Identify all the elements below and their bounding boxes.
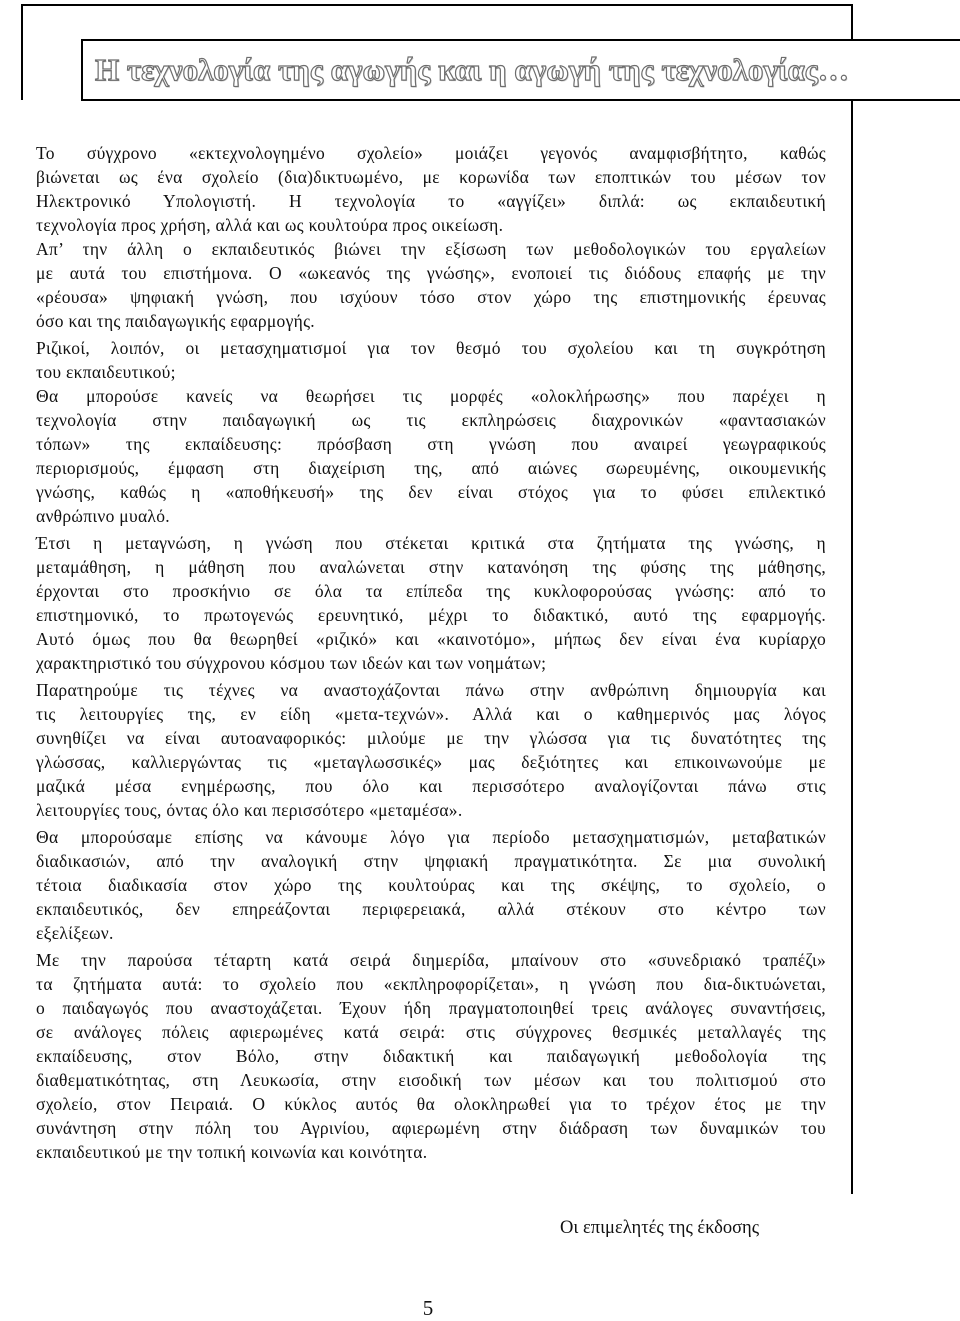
text-line: Έτσι η μεταγνώση, η γνώση που στέκεται κριτικά στα ζητήματα της γνώσης, η	[36, 533, 826, 553]
text-line: διαδικασιών, από την αναλογική στην ψηφιακή πραγματικότητα. Σε μια συνολική	[36, 851, 826, 871]
text-line: Αυτό όμως που θα θεωρηθεί «ριζικό» και «καινοτόμο», μήπως δεν είναι ένα κυρίαρχο	[36, 629, 826, 649]
text-line: περιορισμούς, έμφαση στη διαχείριση της, από αιώνες σωρευμένης, οικουμενικής	[36, 458, 826, 478]
paragraph	[36, 384, 826, 528]
text-line: σε ανάλογες πόλεις αφιερωμένες κατά σειρά: στις σύγχρονες θεσμικές μεταλλαγές της	[36, 1022, 826, 1042]
text-line: τέτοια διαδικασία στον χώρο της κουλτούρας και της σκέψης, το σχολείο, ο	[36, 875, 826, 895]
text-line: τις λειτουργίες της, εν είδη «μετα-τεχνών». Αλλά και ο καθημερινός μας λόγος	[36, 704, 826, 724]
text-line: διαθεματικότητας, στη Λευκωσία, στην εισοδική των μέσων και του πολιτισμού στο	[36, 1070, 826, 1090]
text-line: εξελίξεων.	[36, 923, 114, 943]
paragraph	[36, 336, 826, 384]
paragraph	[36, 237, 826, 333]
text-line: εκπαιδευτικού με την τοπική κοινωνία και κοινότητα.	[36, 1142, 428, 1162]
text-line: Με την παρούσα τέταρτη κατά σειρά διημερίδα, μπαίνουν στο «συνεδριακό τραπέζι»	[36, 950, 826, 970]
text-line: τεχνολογία προς χρήση, αλλά και ως κουλτούρα προς οικείωση.	[36, 215, 504, 235]
paragraph	[36, 531, 826, 675]
text-line: εκπαιδευτικός, δεν επηρεάζονται περιφερειακά, αλλά στέκουν στο κέντρο των	[36, 899, 826, 919]
text-line: Ριζικοί, λοιπόν, οι μετασχηματισμοί για τον θεσμό του σχολείου και τη συγκρότηση	[36, 338, 826, 358]
text-line: ο παιδαγωγός που αναστοχάζεται. Έχουν ήδη πραγματοποιηθεί τρεις ανάλογες συναντήσεις,	[36, 998, 826, 1018]
text-line: έρχονται στο προσκήνιο σε όλα τα επίπεδα της κυκλοφορούσας γνώσης: από το	[36, 581, 826, 601]
text-line: όσο και της παιδαγωγικής εφαρμογής.	[36, 311, 315, 331]
paragraph	[36, 825, 826, 945]
text-line: λειτουργίες τους, όντας όλο και περισσότερο «μεταμέσα».	[36, 800, 463, 820]
text-line: Παρατηρούμε τις τέχνες να αναστοχάζονται πάνω στην ανθρώπινη δημιουργία και	[36, 680, 826, 700]
page-frame-top-border	[21, 4, 853, 6]
text-line: σχολείο, στον Πειραιά. Ο κύκλος αυτός θα ολοκληρωθεί για το τρέχον έτος με την	[36, 1094, 826, 1114]
text-line: τα ζητήματα αυτά: το σχολείο που «εκπληροφορίζεται», η γνώση που δια-δικτυώνεται,	[36, 974, 826, 994]
text-line: βιώνεται ως ένα σχολείο (δια)δικτυωμένο, με κορωνίδα των εποπτικών του μέσων τον	[36, 167, 826, 187]
paragraph	[36, 141, 826, 237]
text-line: συνάντηση στην πόλη του Αγρινίου, αφιερωμένη στην διάδραση των δυναμικών του	[36, 1118, 826, 1138]
text-line: χαρακτηριστικό του σύγχρονου κόσμου των ιδεών και των νοημάτων;	[36, 653, 547, 673]
page-frame-left-border	[21, 4, 23, 100]
text-line: μεταμάθηση, η μάθηση που αναλώνεται στην κατανόηση της φύσης της μάθησης,	[36, 557, 826, 577]
body-text	[36, 141, 826, 1164]
text-line: γνώσης, καθώς η «αποθήκευσή» της δεν είναι στόχος για το φύσει επιλεκτικό	[36, 482, 826, 502]
paragraph	[36, 948, 826, 1164]
page-title: Η τεχνολογία της αγωγής και η αγωγή της τεχνολογίας…	[95, 52, 849, 87]
paragraph	[36, 678, 826, 822]
text-line: Θα μπορούσαμε επίσης να κάνουμε λόγο για περίοδο μετασχηματισμών, μεταβατικών	[36, 827, 826, 847]
text-line: ανθρώπινο μυαλό.	[36, 506, 170, 526]
text-line: Απ’ την άλλη ο εκπαιδευτικός βιώνει την εξίσωση των μεθοδολογικών του εργαλείων	[36, 239, 826, 259]
text-line: μαζικά μέσα ενημέρωσης, που όλο και περισσότερο αναλογίζονται πάνω στις	[36, 776, 826, 796]
page-frame-right-border	[851, 4, 853, 1194]
text-line: «ρέουσα» ψηφιακή γνώση, που ισχύουν τόσο στον χώρο της επιστημονικής έρευνας	[36, 287, 826, 307]
text-line: γλώσσας, καλλιεργώντας τις «μεταγλωσσικές» μας δεξιότητες και επικοινωνούμε με	[36, 752, 826, 772]
editors-signature: Οι επιμελητές της έκδοσης	[560, 1218, 760, 1238]
text-line: του εκπαιδευτικού;	[36, 362, 176, 382]
text-line: με αυτά του επιστήμονα. Ο «ωκεανός της γνώσης», ενοποιεί τις διόδους επαφής με την	[36, 263, 826, 283]
text-line: συνηθίζει να είναι αυτοαναφορικός: μιλούμε με την γλώσσα για τις δυνατότητες της	[36, 728, 826, 748]
text-line: τόπων» της εκπαίδευσης: πρόσβαση στη γνώση που αναιρεί γεωγραφικούς	[36, 434, 826, 454]
title-box	[81, 39, 960, 101]
text-line: επιστημονικό, το πρωτογενώς ερευνητικό, μέχρι το διδακτικό, αυτό της εφαρμογής.	[36, 605, 826, 625]
text-line: Το σύγχρονο «εκτεχνολογημένο σχολείο» μοιάζει γεγονός αναμφισβήτητο, καθώς	[36, 143, 826, 163]
text-line: εκπαίδευσης, στον Βόλο, στην διδακτική και παιδαγωγική μεθοδολογία της	[36, 1046, 826, 1066]
page-number: 5	[422, 1296, 434, 1320]
text-line: τεχνολογία στην παιδαγωγική ως τις εκπληρώσεις διαχρονικών «φαντασιακών	[36, 410, 826, 430]
text-line: Θα μπορούσε κανείς να θεωρήσει τις μορφές «ολοκλήρωσης» που παρέχει η	[36, 386, 826, 406]
text-line: Ηλεκτρονικό Υπολογιστή. Η τεχνολογία το «αγγίζει» διπλά: ως εκπαιδευτική	[36, 191, 826, 211]
